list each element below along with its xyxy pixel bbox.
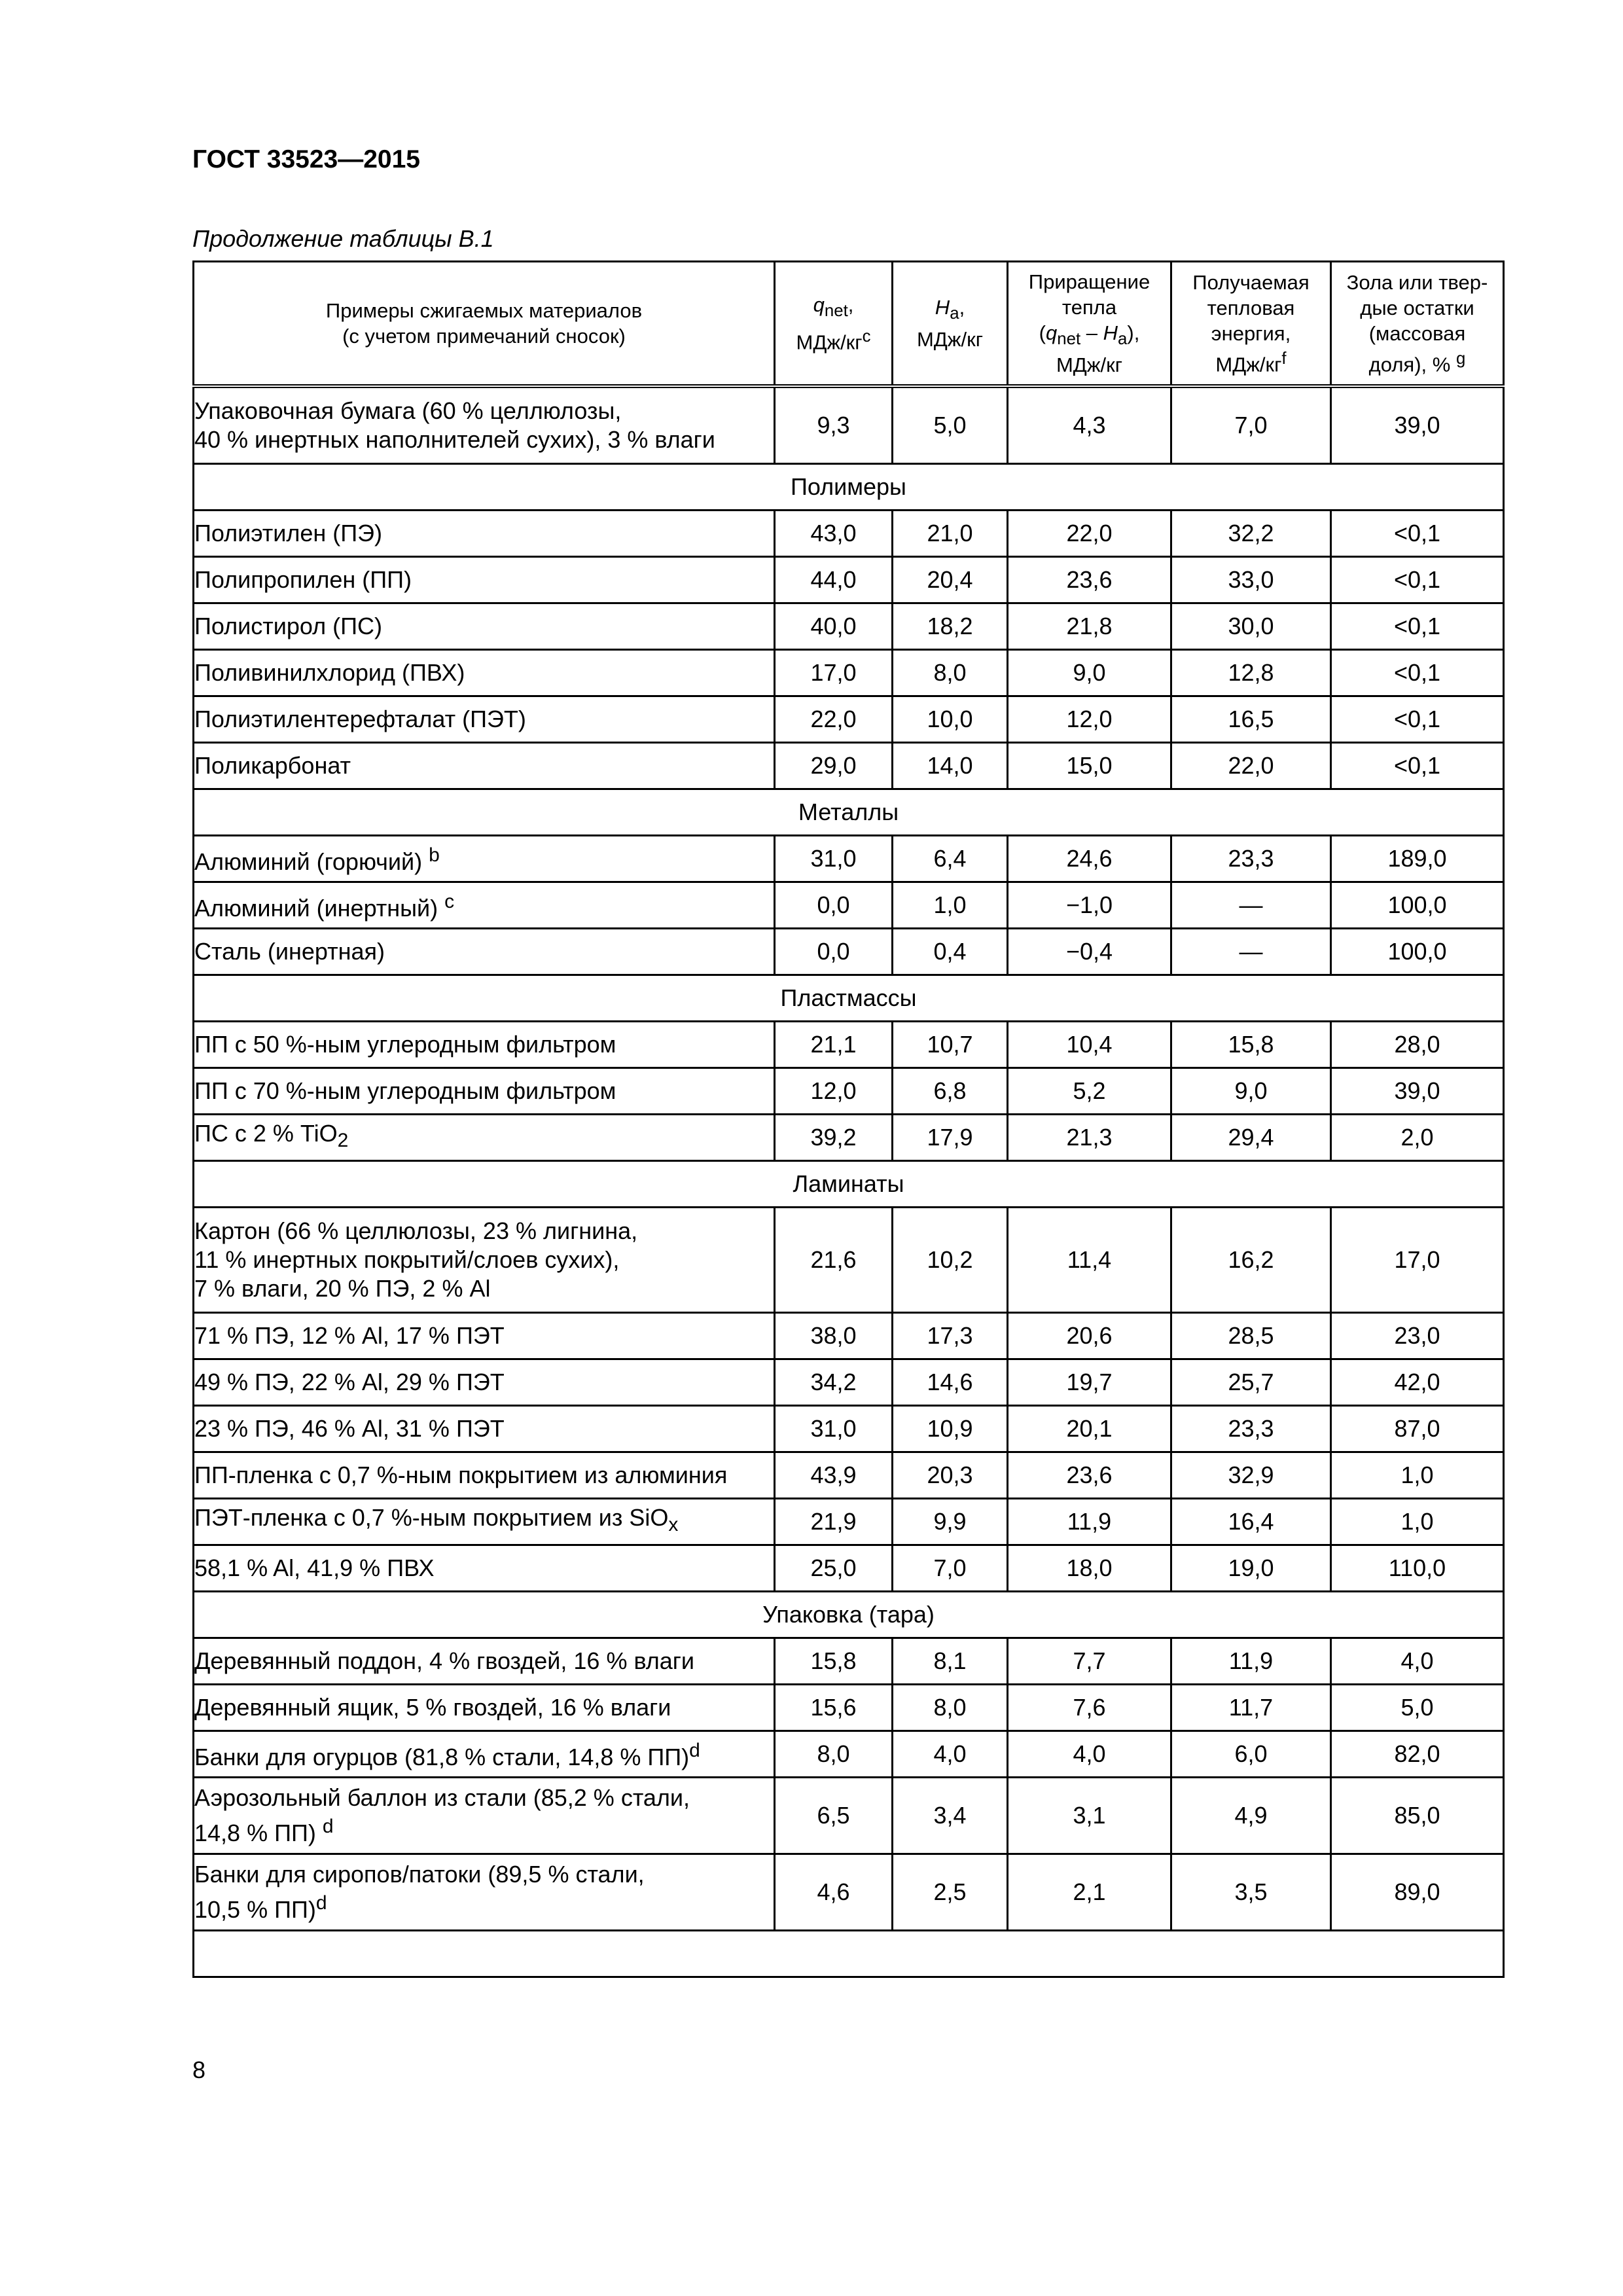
table-row xyxy=(194,1022,1504,1068)
cell-energy: 22,0 xyxy=(1171,743,1331,789)
section-title: Пластмассы xyxy=(194,975,1504,1022)
row-name: Картон (66 % целлюлозы, 23 % лигнина, 11 % инертных покрытий/слоев сухих), 7 % влаги, 20 % ПЭ, 2 % Al xyxy=(194,1208,775,1313)
col-header-ash: Зола или твер- дые остатки (массовая доля), % $^g$ xyxy=(1331,262,1504,387)
section-title: Ламинаты xyxy=(194,1161,1504,1208)
cell-energy: 32,9 xyxy=(1171,1452,1331,1499)
table-row xyxy=(194,557,1504,603)
cell-ash: <0,1 xyxy=(1331,557,1504,603)
row-name: Банки для огурцов (81,8 % стали, 14,8 % ПП)$^d$ xyxy=(194,1731,775,1778)
cell-ash: 1,0 xyxy=(1331,1499,1504,1545)
col-header-heat-gain: Приращение тепла $(q_{net} - H_a)$, МДж/кг xyxy=(1008,262,1171,387)
cell-ha: 8,1 xyxy=(893,1638,1008,1685)
cell-ha: 6,4 xyxy=(893,836,1008,882)
cell-heat-gain: 2,1 xyxy=(1008,1854,1171,1931)
cell-qnet: 17,0 xyxy=(775,650,893,696)
blank-row xyxy=(194,1931,1504,1977)
cell-energy: 12,8 xyxy=(1171,650,1331,696)
cell-ash: 39,0 xyxy=(1331,386,1504,464)
cell-qnet: 0,0 xyxy=(775,929,893,975)
cell-ash: <0,1 xyxy=(1331,696,1504,743)
cell-ash: 2,0 xyxy=(1331,1115,1504,1161)
row-name: Поливинилхлорид (ПВХ) xyxy=(194,650,775,696)
cell-qnet: 34,2 xyxy=(775,1359,893,1406)
table-row xyxy=(194,929,1504,975)
cell-energy: 3,5 xyxy=(1171,1854,1331,1931)
cell-heat-gain: 7,6 xyxy=(1008,1685,1171,1731)
cell-energy: 16,2 xyxy=(1171,1208,1331,1313)
cell-energy: 15,8 xyxy=(1171,1022,1331,1068)
row-name: ПП с 50 %-ным углеродным фильтром xyxy=(194,1022,775,1068)
table-row xyxy=(194,1545,1504,1592)
cell-ha: 1,0 xyxy=(893,882,1008,929)
section-row xyxy=(194,464,1504,511)
cell-ha: 8,0 xyxy=(893,1685,1008,1731)
cell-qnet: 21,6 xyxy=(775,1208,893,1313)
table-row xyxy=(194,1731,1504,1778)
cell-ha: 0,4 xyxy=(893,929,1008,975)
cell-ha: 6,8 xyxy=(893,1068,1008,1115)
cell-heat-gain: 20,1 xyxy=(1008,1406,1171,1452)
table-row xyxy=(194,1452,1504,1499)
cell-ha: 17,3 xyxy=(893,1313,1008,1359)
table-row xyxy=(194,1406,1504,1452)
cell-ha: 8,0 xyxy=(893,650,1008,696)
cell-ash: 17,0 xyxy=(1331,1208,1504,1313)
cell-ash: 28,0 xyxy=(1331,1022,1504,1068)
row-name: ПЭТ-пленка с 0,7 %-ным покрытием из SiO$_x$ xyxy=(194,1499,775,1545)
cell-heat-gain: 23,6 xyxy=(1008,557,1171,603)
table-row xyxy=(194,650,1504,696)
cell-qnet: 8,0 xyxy=(775,1731,893,1778)
cell-energy: 11,9 xyxy=(1171,1638,1331,1685)
cell-ha: 14,6 xyxy=(893,1359,1008,1406)
table-row xyxy=(194,1068,1504,1115)
table-row xyxy=(194,1685,1504,1731)
table-row xyxy=(194,1208,1504,1313)
cell-ha: 20,4 xyxy=(893,557,1008,603)
cell-heat-gain: 9,0 xyxy=(1008,650,1171,696)
cell-qnet: 43,0 xyxy=(775,511,893,557)
cell-qnet: 31,0 xyxy=(775,1406,893,1452)
cell-ash: 100,0 xyxy=(1331,929,1504,975)
cell-energy: 32,2 xyxy=(1171,511,1331,557)
row-name: Алюминий (горючий) $^b$ xyxy=(194,836,775,882)
cell-qnet: 38,0 xyxy=(775,1313,893,1359)
cell-ash: <0,1 xyxy=(1331,511,1504,557)
cell-energy: 19,0 xyxy=(1171,1545,1331,1592)
col-header-material: Примеры сжигаемых материалов (с учетом примечаний сносок) xyxy=(194,262,775,387)
cell-heat-gain: 21,3 xyxy=(1008,1115,1171,1161)
document-header: ГОСТ 33523—2015 xyxy=(192,145,420,173)
cell-ash: 85,0 xyxy=(1331,1778,1504,1854)
cell-ha: 5,0 xyxy=(893,386,1008,464)
cell-energy: 16,5 xyxy=(1171,696,1331,743)
row-name: Поликарбонат xyxy=(194,743,775,789)
cell-energy: 11,7 xyxy=(1171,1685,1331,1731)
row-name: Деревянный ящик, 5 % гвоздей, 16 % влаги xyxy=(194,1685,775,1731)
col-header-ha: $H_a$, МДж/кг xyxy=(893,262,1008,387)
cell-heat-gain: 5,2 xyxy=(1008,1068,1171,1115)
cell-heat-gain: 20,6 xyxy=(1008,1313,1171,1359)
cell-ash: 1,0 xyxy=(1331,1452,1504,1499)
cell-heat-gain: 11,9 xyxy=(1008,1499,1171,1545)
cell-qnet: 39,2 xyxy=(775,1115,893,1161)
section-row xyxy=(194,789,1504,836)
cell-ha: 10,9 xyxy=(893,1406,1008,1452)
table-row xyxy=(194,1359,1504,1406)
table-row xyxy=(194,1638,1504,1685)
cell-heat-gain: 10,4 xyxy=(1008,1022,1171,1068)
cell-qnet: 21,1 xyxy=(775,1022,893,1068)
cell-ash: 39,0 xyxy=(1331,1068,1504,1115)
row-name: Аэрозольный баллон из стали (85,2 % стали, 14,8 % ПП) $^d$ xyxy=(194,1778,775,1854)
cell-energy: 29,4 xyxy=(1171,1115,1331,1161)
cell-qnet: 29,0 xyxy=(775,743,893,789)
section-title: Металлы xyxy=(194,789,1504,836)
row-name: Деревянный поддон, 4 % гвоздей, 16 % влаги xyxy=(194,1638,775,1685)
table-row xyxy=(194,1854,1504,1931)
row-name: 23 % ПЭ, 46 % Al, 31 % ПЭТ xyxy=(194,1406,775,1452)
cell-qnet: 15,6 xyxy=(775,1685,893,1731)
cell-ha: 7,0 xyxy=(893,1545,1008,1592)
cell-qnet: 21,9 xyxy=(775,1499,893,1545)
cell-qnet: 9,3 xyxy=(775,386,893,464)
row-name: Полиэтилентерефталат (ПЭТ) xyxy=(194,696,775,743)
cell-heat-gain: 11,4 xyxy=(1008,1208,1171,1313)
row-name: 58,1 % Al, 41,9 % ПВХ xyxy=(194,1545,775,1592)
page-number: 8 xyxy=(192,2056,206,2083)
cell-energy: 23,3 xyxy=(1171,836,1331,882)
cell-ha: 9,9 xyxy=(893,1499,1008,1545)
table-row xyxy=(194,836,1504,882)
cell-qnet: 43,9 xyxy=(775,1452,893,1499)
section-title: Полимеры xyxy=(194,464,1504,511)
cell-ha: 4,0 xyxy=(893,1731,1008,1778)
cell-heat-gain: 19,7 xyxy=(1008,1359,1171,1406)
row-name: Полистирол (ПС) xyxy=(194,603,775,650)
cell-qnet: 12,0 xyxy=(775,1068,893,1115)
table-row xyxy=(194,743,1504,789)
table-row xyxy=(194,386,1504,464)
cell-energy: 9,0 xyxy=(1171,1068,1331,1115)
cell-ash: 42,0 xyxy=(1331,1359,1504,1406)
table-row xyxy=(194,511,1504,557)
cell-ha: 2,5 xyxy=(893,1854,1008,1931)
cell-heat-gain: 22,0 xyxy=(1008,511,1171,557)
cell-ash: 82,0 xyxy=(1331,1731,1504,1778)
row-name: Банки для сиропов/патоки (89,5 % стали, 10,5 % ПП)$^d$ xyxy=(194,1854,775,1931)
cell-energy: — xyxy=(1171,882,1331,929)
cell-heat-gain: 18,0 xyxy=(1008,1545,1171,1592)
table-row xyxy=(194,1313,1504,1359)
cell-heat-gain: 12,0 xyxy=(1008,696,1171,743)
cell-heat-gain: 15,0 xyxy=(1008,743,1171,789)
cell-ash: <0,1 xyxy=(1331,743,1504,789)
cell-heat-gain: −1,0 xyxy=(1008,882,1171,929)
cell-qnet: 0,0 xyxy=(775,882,893,929)
cell-ash: 23,0 xyxy=(1331,1313,1504,1359)
table-caption: Продолжение таблицы В.1 xyxy=(192,225,494,252)
cell-qnet: 31,0 xyxy=(775,836,893,882)
row-name: ПС с 2 % TiO$_2$ xyxy=(194,1115,775,1161)
cell-energy: 16,4 xyxy=(1171,1499,1331,1545)
cell-heat-gain: 7,7 xyxy=(1008,1638,1171,1685)
row-name: ПП-пленка с 0,7 %-ным покрытием из алюминия xyxy=(194,1452,775,1499)
table-head xyxy=(194,262,1504,387)
table-row xyxy=(194,603,1504,650)
cell-qnet: 44,0 xyxy=(775,557,893,603)
cell-ash: 87,0 xyxy=(1331,1406,1504,1452)
col-header-energy: Получаемая тепловая энергия, МДж/$кг^f$ xyxy=(1171,262,1331,387)
cell-ash: 89,0 xyxy=(1331,1854,1504,1931)
blank-cell xyxy=(194,1931,1504,1977)
table-row xyxy=(194,1115,1504,1161)
row-name: Упаковочная бумага (60 % целлюлозы, 40 % инертных наполнителей сухих), 3 % влаги xyxy=(194,386,775,464)
cell-ash: 189,0 xyxy=(1331,836,1504,882)
cell-ha: 21,0 xyxy=(893,511,1008,557)
cell-ash: 110,0 xyxy=(1331,1545,1504,1592)
row-name: ПП с 70 %-ным углеродным фильтром xyxy=(194,1068,775,1115)
cell-energy: 33,0 xyxy=(1171,557,1331,603)
cell-qnet: 6,5 xyxy=(775,1778,893,1854)
cell-ha: 3,4 xyxy=(893,1778,1008,1854)
cell-energy: 30,0 xyxy=(1171,603,1331,650)
cell-ha: 10,7 xyxy=(893,1022,1008,1068)
section-title: Упаковка (тара) xyxy=(194,1592,1504,1638)
table-row xyxy=(194,696,1504,743)
cell-heat-gain: 21,8 xyxy=(1008,603,1171,650)
table-row xyxy=(194,1778,1504,1854)
cell-energy: 25,7 xyxy=(1171,1359,1331,1406)
cell-heat-gain: 23,6 xyxy=(1008,1452,1171,1499)
cell-heat-gain: 24,6 xyxy=(1008,836,1171,882)
section-row xyxy=(194,975,1504,1022)
cell-qnet: 40,0 xyxy=(775,603,893,650)
cell-ha: 10,0 xyxy=(893,696,1008,743)
cell-qnet: 22,0 xyxy=(775,696,893,743)
cell-ash: 5,0 xyxy=(1331,1685,1504,1731)
row-name: 71 % ПЭ, 12 % Al, 17 % ПЭТ xyxy=(194,1313,775,1359)
cell-ha: 20,3 xyxy=(893,1452,1008,1499)
cell-ha: 10,2 xyxy=(893,1208,1008,1313)
row-name: Алюминий (инертный) $^c$ xyxy=(194,882,775,929)
row-name: 49 % ПЭ, 22 % Al, 29 % ПЭТ xyxy=(194,1359,775,1406)
cell-ash: <0,1 xyxy=(1331,650,1504,696)
row-name: Полиэтилен (ПЭ) xyxy=(194,511,775,557)
cell-ash: 100,0 xyxy=(1331,882,1504,929)
cell-energy: 6,0 xyxy=(1171,1731,1331,1778)
col-header-qnet: $q_{net}$, МДж/$кг^c$ xyxy=(775,262,893,387)
cell-energy: 7,0 xyxy=(1171,386,1331,464)
data-table xyxy=(192,260,1505,1978)
table-row xyxy=(194,1499,1504,1545)
cell-energy: — xyxy=(1171,929,1331,975)
cell-ash: 4,0 xyxy=(1331,1638,1504,1685)
cell-energy: 4,9 xyxy=(1171,1778,1331,1854)
section-row xyxy=(194,1592,1504,1638)
cell-qnet: 4,6 xyxy=(775,1854,893,1931)
cell-qnet: 15,8 xyxy=(775,1638,893,1685)
cell-ash: <0,1 xyxy=(1331,603,1504,650)
row-name: Полипропилен (ПП) xyxy=(194,557,775,603)
cell-qnet: 25,0 xyxy=(775,1545,893,1592)
cell-heat-gain: 4,0 xyxy=(1008,1731,1171,1778)
cell-heat-gain: 4,3 xyxy=(1008,386,1171,464)
cell-ha: 18,2 xyxy=(893,603,1008,650)
table-row xyxy=(194,882,1504,929)
cell-heat-gain: 3,1 xyxy=(1008,1778,1171,1854)
cell-energy: 28,5 xyxy=(1171,1313,1331,1359)
cell-energy: 23,3 xyxy=(1171,1406,1331,1452)
row-name: Сталь (инертная) xyxy=(194,929,775,975)
cell-heat-gain: −0,4 xyxy=(1008,929,1171,975)
section-row xyxy=(194,1161,1504,1208)
cell-ha: 14,0 xyxy=(893,743,1008,789)
cell-ha: 17,9 xyxy=(893,1115,1008,1161)
